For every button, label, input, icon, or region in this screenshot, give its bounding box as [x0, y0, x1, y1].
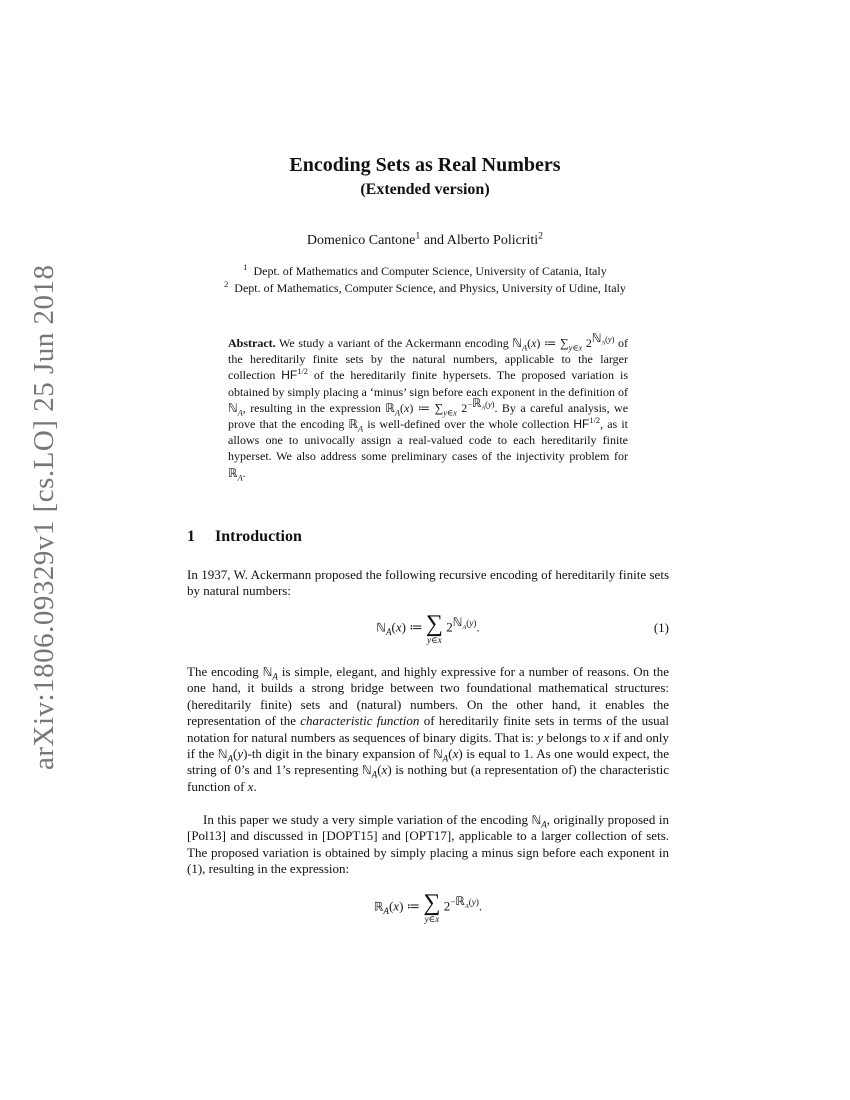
section-title: Introduction	[215, 528, 302, 545]
affiliation: $^1$ Dept. of Mathematics and Computer Science, University of Catania, Italy	[243, 263, 607, 278]
author-list: Domenico Cantone$^1$ and Alberto Policriti$^2$	[306, 230, 544, 248]
section-number: 1	[187, 528, 195, 545]
arxiv-identifier[interactable]: arXiv:1806.09329v1 [cs.LO] 25 Jun 2018	[28, 264, 60, 770]
author-name: Domenico Cantone	[306, 233, 416, 248]
paper-subtitle: (Extended version)	[360, 181, 490, 198]
affiliation-text: Dept. of Mathematics and Computer Science, University of Catania, Italy	[253, 264, 607, 278]
paragraph: In this paper we study a very simple variation of the encoding ℕ$_A$, originally proposed in [Pol13] and discussed in [DOPT15] and [OPT17], applicable to a larger collection of sets. The proposed variation is obtained by simply placing a minus sign before each exponent in (1), resulting in the expression:	[187, 812, 669, 877]
equation-number: (1)	[653, 620, 669, 635]
section-heading	[187, 528, 302, 546]
paragraph: The encoding ℕ$_A$ is simple, elegant, and highly expressive for a number of reasons. On the one hand, it builds a strong bridge between two foundational mathematical structures: (hereditarily finite) sets and (natural) numbers. On the other hand, it enables the representation of the characteristic function of hereditarily finite sets in terms of the usual notation for natural numbers as sequences of binary digits. That is: y belongs to x if and only if the ℕ$_A$(y)-th digit in the binary expansion of ℕ$_A$(x) is equal to 1. As one would expect, the string of 0’s and 1’s representing ℕ$_A$(x) is nothing but (a representation of) the characteristic function of x.	[187, 664, 670, 794]
paragraph: In 1937, W. Ackermann proposed the following recursive encoding of hereditarily finite sets by natural numbers:	[187, 567, 669, 599]
author-name: Alberto Policriti	[446, 233, 539, 248]
arxiv-sidebar	[28, 264, 60, 770]
affiliation: $^2$ Dept. of Mathematics, Computer Science, and Physics, University of Udine, Italy	[224, 280, 626, 295]
equation: ℝ$_A$(x) ≔ ∑ y∈x $2^{-ℝ_A(y)}$.	[373, 890, 483, 924]
affiliation-text: Dept. of Mathematics, Computer Science, and Physics, University of Udine, Italy	[234, 281, 626, 295]
equation: ℕ$_A$(x) ≔ ∑ y∈x $2^{ℕ_A(y)}$.	[376, 611, 480, 645]
abstract-label: Abstract.	[228, 336, 276, 350]
abstract: Abstract. We study a variant of the Ackermann encoding ℕ$_A$(x) ≔ $\sum_{y\in x}$ $2^{ℕ_A(y)}$ of the hereditarily finite sets by the natural numbers, applicable to the larger collection $HF^{1/2}$ of the hereditarily finite hypersets. The proposed variation is obtained by simply placing a ‘minus’ sign before each exponent in the definition of ℕ$_A$, resulting in the expression ℝ$_A$(x) ≔ $\sum_{y\in x}$ $2^{-ℝ_A(y)}$. By a careful analysis, we prove that the encoding ℝ$_A$ is well-defined over the whole collection $HF^{1/2}$, as it allows one to univocally assign a real-valued code to each hereditarily finite hyperset. We also address some preliminary cases of the injectivity problem for ℝ$_A$.	[228, 331, 629, 483]
paper-title: Encoding Sets as Real Numbers	[289, 154, 561, 176]
author-separator: and	[420, 233, 447, 248]
